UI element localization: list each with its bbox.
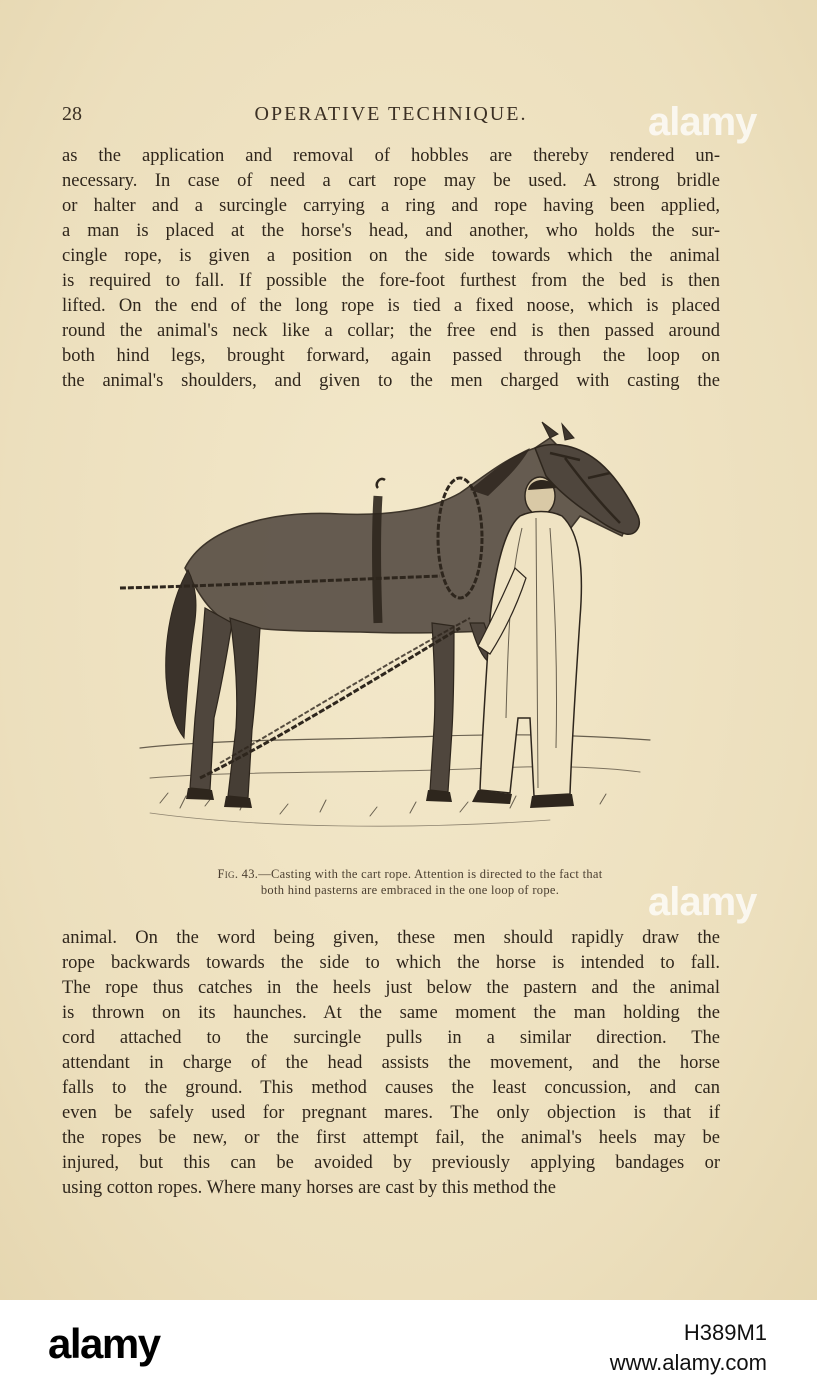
footer-url: www.alamy.com [609,1350,767,1375]
figure-illustration [110,418,680,858]
text-line: as the application and removal of hobbles are thereby rendered un- [62,146,720,166]
text-line: both hind legs, brought forward, again passed through the loop on [62,346,720,366]
caption-line-1 [90,866,730,882]
text-line: the ropes be new, or the first attempt fail, the animal's heels may be [62,1128,720,1148]
text-line: a man is placed at the horse's head, and another, who holds the sur- [62,221,720,241]
text-line: The rope thus catches in the heels just below the pastern and the animal [62,978,720,998]
watermark-middle: alamy [648,880,757,924]
footer-image-id: H389M1 [683,1320,767,1345]
text-line: cingle rope, is given a position on the side towards which the animal [62,246,720,266]
paragraph-bottom [62,926,720,1201]
text-line: injured, but this can be avoided by previously applying bandages or [62,1153,720,1173]
text-line: necessary. In case of need a cart rope may be used. A strong bridle [62,171,720,191]
paragraph-top [62,144,720,394]
text-line: rope backwards towards the side to which the horse is intended to fall. [62,953,720,973]
caption-text-1: —Casting with the cart rope. Attention is directed to the fact that [258,867,603,881]
running-title: OPERATIVE TECHNIQUE. [254,103,528,125]
footer-logo: alamy [48,1320,160,1367]
text-line: attendant in charge of the head assists the movement, and the horse [62,1053,720,1073]
text-line: falls to the ground. This method causes the least concussion, and can [62,1078,720,1098]
text-line: animal. On the word being given, these men should rapidly draw the [62,928,720,948]
text-line: or halter and a surcingle carrying a ring and rope having been applied, [62,196,720,216]
horse-casting-illustration [110,418,680,858]
figure-caption [90,866,730,898]
caption-figure-label: Fig. 43. [217,867,259,881]
text-line: round the animal's neck like a collar; the free end is then passed around [62,321,720,341]
text-line: cord attached to the surcingle pulls in a similar direction. The [62,1028,720,1048]
footer-bar [0,1300,817,1390]
text-line: is thrown on its haunches. At the same moment the man holding the [62,1003,720,1023]
watermark-top: alamy [648,100,757,144]
text-line: is required to fall. If possible the fore-foot furthest from the bed is then [62,271,720,291]
text-line: even be safely used for pregnant mares. The only objection is that if [62,1103,720,1123]
caption-line-2: both hind pasterns are embraced in the one loop of rope. [260,883,560,897]
text-line: using cotton ropes. Where many horses are cast by this method the [62,1178,556,1198]
text-line: the animal's shoulders, and given to the men charged with casting the [62,371,720,391]
page-number: 28 [62,103,82,125]
running-head [62,103,720,131]
text-line: lifted. On the end of the long rope is tied a fixed noose, which is placed [62,296,720,316]
